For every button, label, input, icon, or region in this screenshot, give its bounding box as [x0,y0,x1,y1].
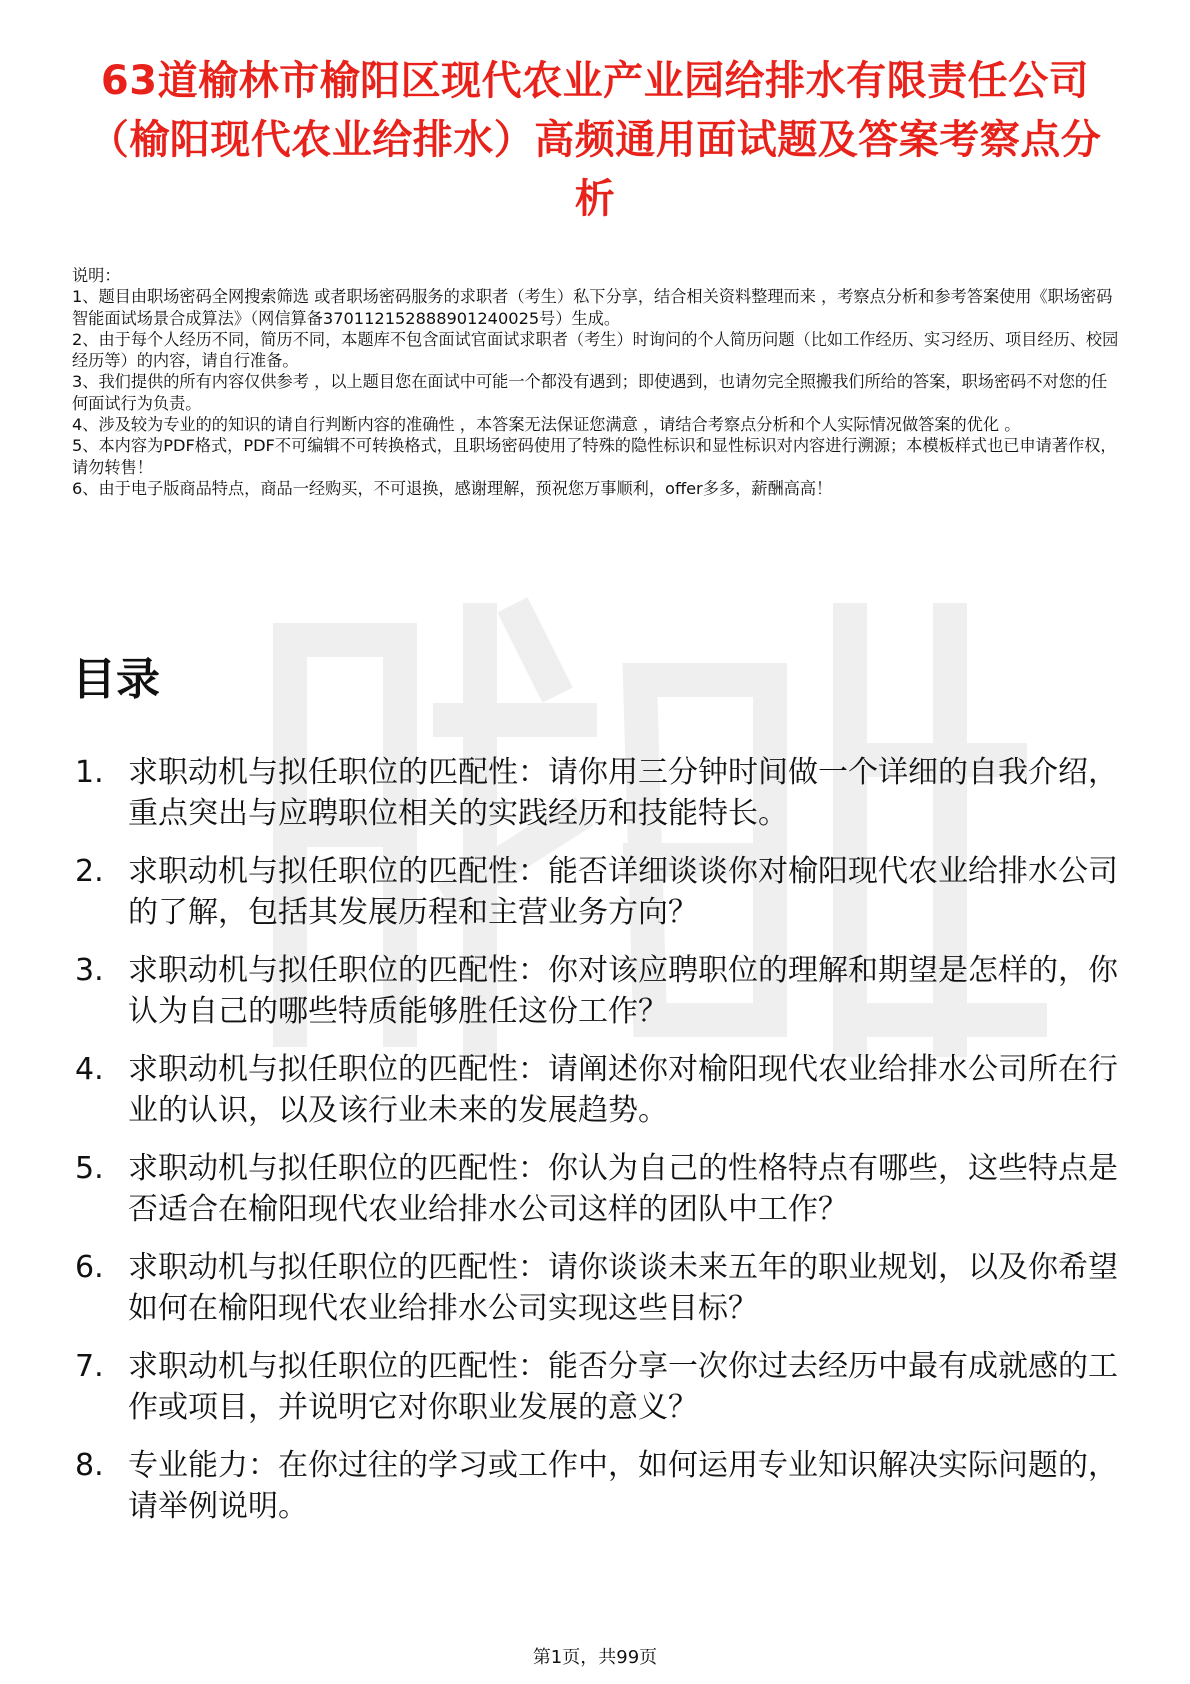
page-footer: 第1页，共99页 [532,1647,658,1668]
toc-item-number: 6. [75,1250,104,1285]
toc-item[interactable] [72,1445,1122,1527]
toc-item-text: 求职动机与拟任职位的匹配性：请你谈谈未来五年的职业规划，以及你希望如何在榆阳现代农业给排水公司实现这些目标？ [128,1250,1118,1326]
toc-item-number: 4. [75,1052,104,1087]
toc-item[interactable] [72,950,1122,1032]
toc-item-text: 求职动机与拟任职位的匹配性：你对该应聘职位的理解和期望是怎样的，你认为自己的哪些特质能够胜任这份工作？ [128,953,1118,1029]
document-title: 63道榆林市榆阳区现代农业产业园给排水有限责任公司（榆阳现代农业给排水）高频通用面试题及答案考察点分析 [88,58,1102,222]
toc-item-number: 7. [75,1349,104,1384]
toc-item-number: 5. [75,1151,104,1186]
note-item: 3、我们提供的所有内容仅供参考 ，以上题目您在面试中可能一个都没有遇到；即使遇到，也请勿完全照搬我们所给的答案，职场密码不对您的任何面试行为负责。 [72,372,1108,413]
toc-item[interactable] [72,1346,1122,1428]
note-item: 6、由于电子版商品特点，商品一经购买，不可退换，感谢理解，预祝您万事顺利，offer多多，薪酬高高！ [72,478,833,498]
toc-item[interactable] [72,1247,1122,1329]
toc-item-text: 求职动机与拟任职位的匹配性：请你用三分钟时间做一个详细的自我介绍，重点突出与应聘职位相关的实践经历和技能特长。 [128,755,1118,831]
toc-item[interactable] [72,752,1122,834]
toc-item-text: 专业能力：在你过往的学习或工作中，如何运用专业知识解决实际问题的，请举例说明。 [128,1448,1118,1524]
toc-item-text: 求职动机与拟任职位的匹配性：请阐述你对榆阳现代农业给排水公司所在行业的认识，以及该行业未来的发展趋势。 [128,1052,1118,1128]
note-item: 1、题目由职场密码全网搜索筛选 或者职场密码服务的求职者（考生）私下分享，结合相关资料整理而来 ，考察点分析和参考答案使用《职场密码智能面试场景合成算法》（网信算备370112152888901240025号）生成。 [72,287,1113,328]
note-item: 5、本内容为PDF格式，PDF不可编辑不可转换格式，且职场密码使用了特殊的隐性标识和显性标识对内容进行溯源；本模板样式也已申请著作权，请勿转售！ [72,436,1117,477]
toc-item-text: 求职动机与拟任职位的匹配性：能否详细谈谈你对榆阳现代农业给排水公司的了解，包括其发展历程和主营业务方向？ [128,854,1118,930]
toc-item-text: 求职动机与拟任职位的匹配性：你认为自己的性格特点有哪些，这些特点是否适合在榆阳现代农业给排水公司这样的团队中工作？ [128,1151,1118,1227]
toc-item-number: 8. [75,1448,104,1483]
toc-item[interactable] [72,1148,1122,1230]
toc-item-number: 1. [75,755,104,790]
toc-item-text: 求职动机与拟任职位的匹配性：能否分享一次你过去经历中最有成就感的工作或项目，并说明它对你职业发展的意义？ [128,1349,1118,1425]
toc-list [72,752,1122,1544]
notes-section [72,265,1122,499]
note-item: 4、涉及较为专业的的知识的请自行判断内容的准确性 ，本答案无法保证您满意 ，请结合考察点分析和个人实际情况做答案的优化 。 [72,415,1021,435]
notes-heading: 说明： [72,266,121,285]
toc-item-number: 3. [75,953,104,988]
toc-item[interactable] [72,1049,1122,1131]
toc-item-number: 2. [75,854,104,889]
toc-heading: 目录 [72,654,160,705]
toc-item[interactable] [72,851,1122,933]
note-item: 2、由于每个人经历不同，简历不同，本题库不包含面试官面试求职者（考生）时询问的个人简历问题（比如工作经历、实习经历、项目经历、校园经历等）的内容，请自行准备。 [72,329,1119,371]
